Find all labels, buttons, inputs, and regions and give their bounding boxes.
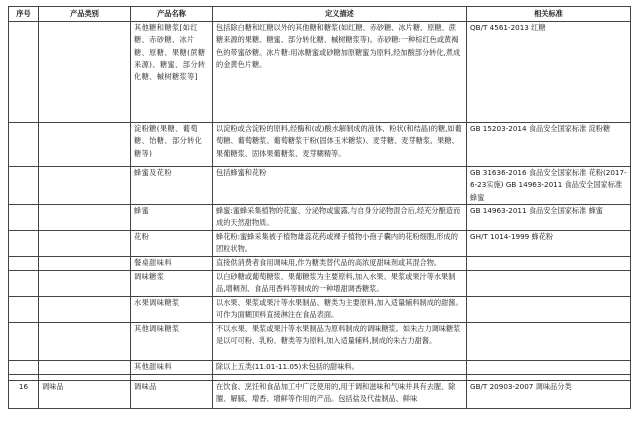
row-definition: 以淀粉或含淀粉的原料,经酶和(或)酸水解制成的液体、粉状(和结晶)的糖,如葡萄糖、葡萄糖浆、葡萄糖浆干粉(固体玉米糖浆)、麦芽糖、麦芽糖浆、果糖、果葡糖浆、固体果葡糖浆、麦芽糊精等。	[213, 123, 467, 167]
row-index	[9, 22, 39, 123]
row-standard	[467, 322, 631, 360]
table-row	[9, 380, 631, 408]
row-definition: 包括蜂蜜和花粉	[213, 167, 467, 205]
row-definition: 蜂花粉:蜜蜂采集被子植物雄蕊花药或裸子植物小孢子囊内的花粉细胞,形成的团粒状物。	[213, 230, 467, 256]
table-row	[9, 360, 631, 374]
row-standard	[467, 296, 631, 322]
row-standard	[467, 360, 631, 374]
row-standard	[467, 270, 631, 296]
row-index	[9, 360, 39, 374]
header-definition: 定义描述	[213, 7, 467, 22]
header-row	[9, 7, 631, 22]
row-index	[9, 256, 39, 270]
row-product-name: 淀粉糖(果糖、葡萄糖、饴糖、部分转化糖等)	[131, 123, 213, 167]
table-row	[9, 204, 631, 230]
table-row	[9, 22, 631, 123]
row-definition: 不以水果、果浆或果汁等水果制品为原料制成的调味糖浆。如朱古力调味糖浆是以可可粉、乳粉、糖类等为原料,加入适量辅料,制成的朱古力甜酱。	[213, 322, 467, 360]
row-product-name: 蜂蜜	[131, 204, 213, 230]
standards-table	[8, 6, 631, 409]
row-standard: GB 31636-2016 食品安全国家标准 花粉(2017-6-23实施) GB 14963-2011 食品安全国家标准 蜂蜜	[467, 167, 631, 205]
table-row	[9, 123, 631, 167]
row-category	[39, 296, 131, 322]
row-index	[9, 230, 39, 256]
row-product-name: 调味品	[131, 380, 213, 408]
row-product-name: 其他甜味料	[131, 360, 213, 374]
row-product-name: 调味糖浆	[131, 270, 213, 296]
table-row	[9, 270, 631, 296]
row-category	[39, 167, 131, 205]
row-category	[39, 322, 131, 360]
row-index	[9, 270, 39, 296]
table-row	[9, 322, 631, 360]
row-index	[9, 123, 39, 167]
row-product-name: 水果调味糖浆	[131, 296, 213, 322]
row-definition: 除以上五类(11.01-11.05)未包括的甜味料。	[213, 360, 467, 374]
row-index	[9, 322, 39, 360]
row-category	[39, 22, 131, 123]
row-standard: GB/T 20903-2007 调味品分类	[467, 380, 631, 408]
row-category: 调味品	[39, 380, 131, 408]
row-category	[39, 256, 131, 270]
row-product-name: 花粉	[131, 230, 213, 256]
header-product-name: 产品名称	[131, 7, 213, 22]
row-definition: 蜂蜜:蜜蜂采集植物的花蜜、分泌物或蜜露,与自身分泌物混合后,经充分酿造而成的天然甜物质。	[213, 204, 467, 230]
row-standard: GB 15203-2014 食品安全国家标准 淀粉糖	[467, 123, 631, 167]
row-product-name: 其他调味糖浆	[131, 322, 213, 360]
row-product-name: 蜂蜜及花粉	[131, 167, 213, 205]
row-product-name: 餐桌甜味料	[131, 256, 213, 270]
row-category	[39, 270, 131, 296]
table-row	[9, 167, 631, 205]
row-definition: 以水果、果浆或果汁等水果制品、糖类为主要原料,加入适量辅料制成的甜酱。可作为面糊顶料直接淋注在食品表面。	[213, 296, 467, 322]
row-product-name: 其他糖和糖浆[如红糖、赤砂糖、冰片糖、原糖、果糖(蔗糖来源)、糖蜜、部分转化糖、槭树糖浆等]	[131, 22, 213, 123]
table-row	[9, 296, 631, 322]
table-row	[9, 230, 631, 256]
row-definition: 包括除白糖和红糖以外的其他糖和糖浆(如红糖、赤砂糖、冰片糖、原糖、蔗糖来源的果糖、糖蜜、部分转化糖、槭树糖浆等)。赤砂糖:一种棕红色或黄褐色的带蜜砂糖。冰片糖:用冰糖蜜或砂糖加原糖蜜为原料,经加酸部分转化,煮成的金黄色片糖。	[213, 22, 467, 123]
row-definition: 在饮食、烹饪和食品加工中广泛使用的,用于调和滋味和气味并具有去腥、除膻、解腻、增香、增鲜等作用的产品。包括盐及代盐制品、鲜味	[213, 380, 467, 408]
table-row	[9, 256, 631, 270]
row-standard: QB/T 4561-2013 红糖	[467, 22, 631, 123]
row-definition: 直接供消费者食用调味用,作为糖类替代品的高浓度甜味剂或其混合物。	[213, 256, 467, 270]
header-index: 序号	[9, 7, 39, 22]
row-index: 16	[9, 380, 39, 408]
row-standard	[467, 256, 631, 270]
row-index	[9, 296, 39, 322]
row-definition: 以白砂糖或葡萄糖浆、果葡糖浆为主要原料,加入水果、果浆或果汁等水果制品,增稠剂、食品用香料等制成的一种增甜调香糖浆。	[213, 270, 467, 296]
row-category	[39, 204, 131, 230]
header-category: 产品类别	[39, 7, 131, 22]
row-index	[9, 167, 39, 205]
row-standard: GB 14963-2011 食品安全国家标准 蜂蜜	[467, 204, 631, 230]
row-standard: GH/T 1014-1999 蜂花粉	[467, 230, 631, 256]
header-standard: 相关标准	[467, 7, 631, 22]
row-category	[39, 360, 131, 374]
row-index	[9, 204, 39, 230]
row-category	[39, 123, 131, 167]
row-category	[39, 230, 131, 256]
